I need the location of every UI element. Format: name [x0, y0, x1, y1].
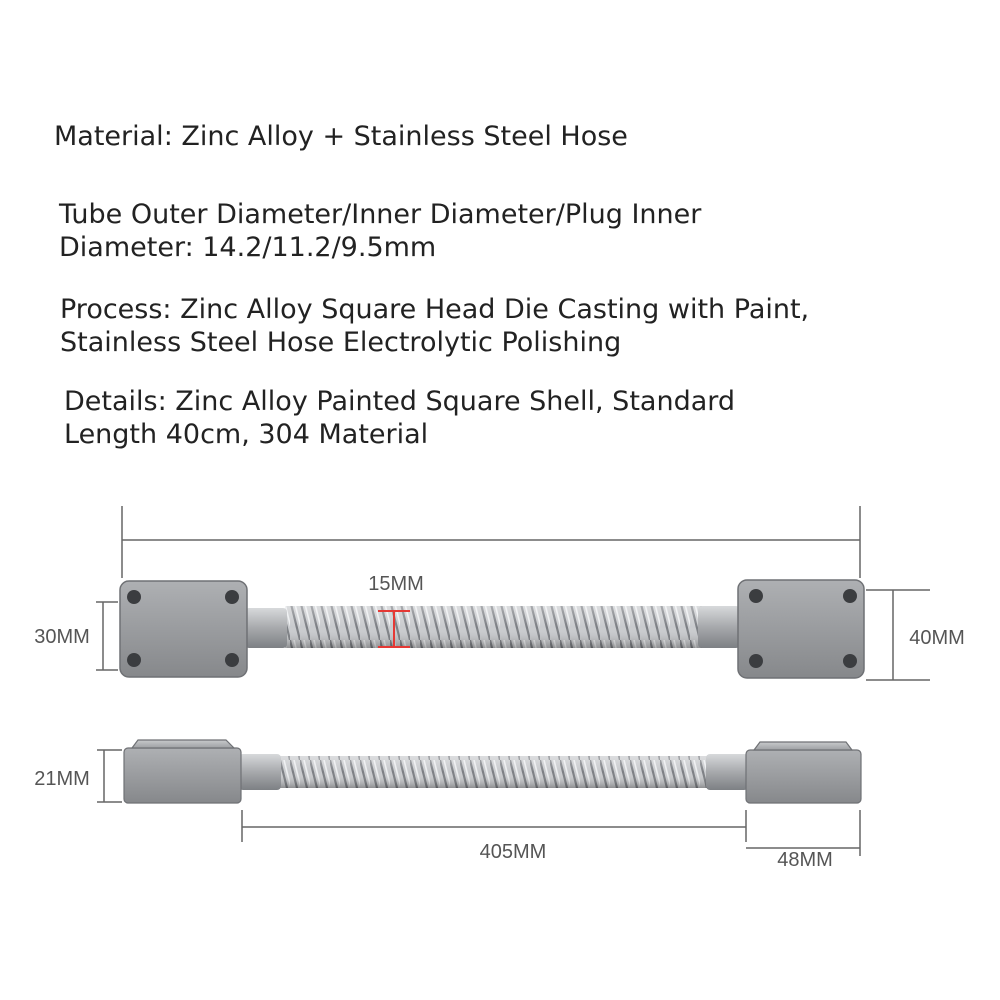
left-head-side-top: [132, 740, 234, 748]
sleeve-left-top: [245, 608, 287, 648]
spec-details-line1: Details: Zinc Alloy Painted Square Shell, Standard: [64, 386, 736, 417]
spec-process-line2: Stainless Steel Hose Electrolytic Polishing: [60, 327, 622, 358]
hose-length-label: 405MM: [479, 841, 547, 863]
screw-icon: [127, 590, 141, 604]
head-width-label: 48MM: [777, 849, 833, 871]
hose-top-shade: [285, 606, 703, 648]
hose-diameter-label: 15MM: [368, 573, 424, 595]
sleeve-right-side: [706, 754, 748, 790]
head-height-right-label: 40MM: [909, 627, 965, 649]
side-view: [34, 740, 861, 871]
screw-icon: [843, 654, 857, 668]
sleeve-left-side: [239, 754, 281, 790]
screw-icon: [225, 590, 239, 604]
spec-process-line1: Process: Zinc Alloy Square Head Die Casting with Paint,: [60, 294, 810, 325]
right-head-side: [746, 750, 861, 803]
spec-diameter-line2: Diameter: 14.2/11.2/9.5mm: [59, 232, 437, 263]
spec-diameter-line1: Tube Outer Diameter/Inner Diameter/Plug Inner: [59, 199, 702, 230]
head-height-left-label: 30MM: [34, 626, 90, 648]
hose-side-shade: [280, 756, 710, 788]
spec-details-line2: Length 40cm, 304 Material: [64, 419, 429, 450]
sleeve-right-top: [698, 606, 740, 648]
screw-icon: [225, 653, 239, 667]
screw-icon: [749, 589, 763, 603]
left-head-side: [124, 748, 241, 803]
head-thickness-label: 21MM: [34, 768, 90, 790]
spec-material-text: Material: Zinc Alloy + Stainless Steel Hose: [54, 121, 628, 152]
screw-icon: [843, 589, 857, 603]
top-view: [34, 506, 965, 680]
screw-icon: [749, 654, 763, 668]
screw-icon: [127, 653, 141, 667]
right-head-side-top: [754, 742, 852, 750]
